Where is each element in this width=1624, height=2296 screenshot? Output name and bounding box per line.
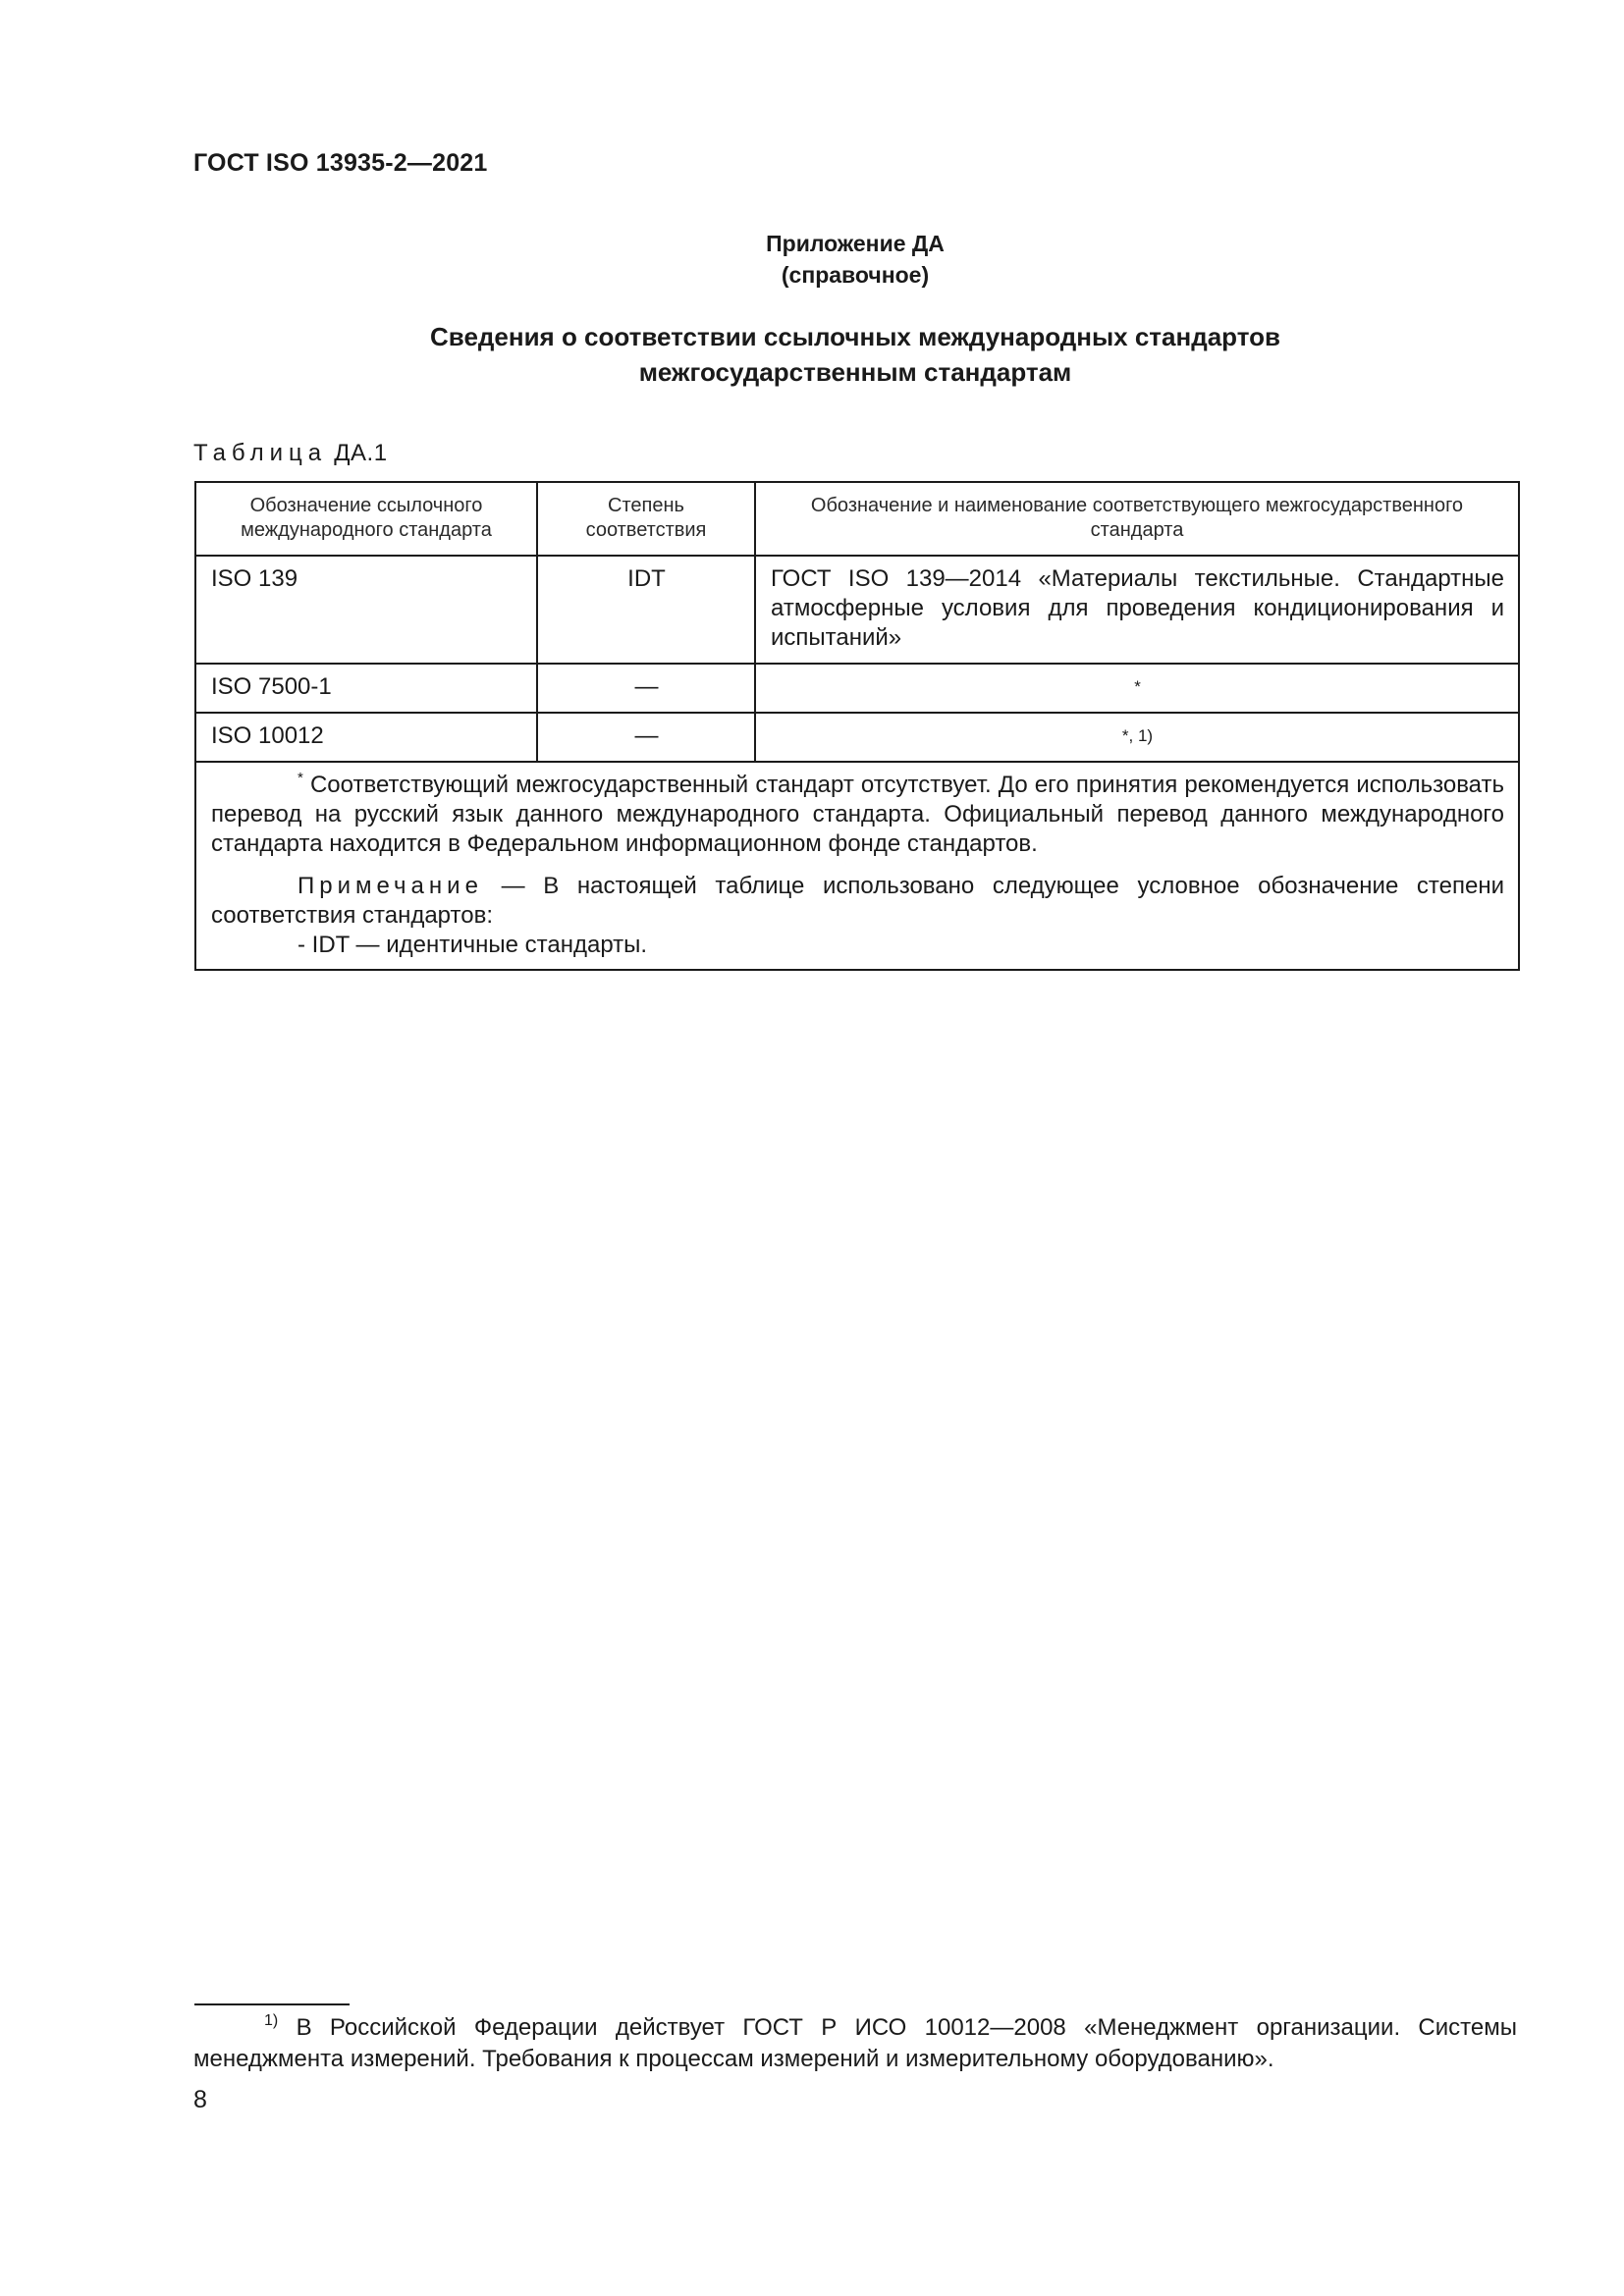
- table-row: [195, 664, 1519, 713]
- asterisk-note: [211, 771, 1504, 859]
- column-header-degree: Степень соответствия: [537, 482, 755, 556]
- table-row: [195, 713, 1519, 762]
- table-header-row: [195, 482, 1519, 556]
- table-row: [195, 556, 1519, 664]
- footnote-mark: 1): [264, 2012, 279, 2029]
- cell-reference: ISO 10012: [195, 713, 537, 762]
- cell-degree: —: [537, 713, 755, 762]
- asterisk-note-text: Соответствующий межгосударственный стандарт отсутствует. До его принятия рекомендуется использовать перевод на русский язык данного международного стандарта. Официальный перевод данного международного стандарта находится в Федеральном информационном фонде стандартов.: [211, 772, 1505, 857]
- table-note: [211, 872, 1504, 931]
- column-header-reference: Обозначение ссылочного международного стандарта: [195, 482, 537, 556]
- footnote-separator: [194, 2003, 350, 2005]
- annex-heading: [193, 228, 1517, 291]
- note-label: Примечание: [298, 873, 483, 899]
- asterisk-mark: *: [298, 770, 303, 786]
- annex-kind: (справочное): [781, 262, 930, 288]
- cell-interstate: *: [755, 664, 1519, 713]
- document-header: ГОСТ ISO 13935-2—2021: [193, 149, 488, 177]
- note-text: — В настоящей таблице использовано следующее условное обозначение степени соответствия стандартов:: [211, 873, 1504, 929]
- cell-interstate: ГОСТ ISO 139—2014 «Материалы текстильные. Стандартные атмосферные условия для проведения кондиционирования и испытаний»: [755, 556, 1519, 664]
- table-caption-number: ДА.1: [334, 440, 388, 466]
- note-list-item: - IDT — идентичные стандарты.: [298, 932, 648, 958]
- table-notes-row: [195, 762, 1519, 970]
- section-title-line-2: межгосударственным стандартам: [638, 357, 1072, 387]
- cell-reference: ISO 7500-1: [195, 664, 537, 713]
- section-title-line-1: Сведения о соответствии ссылочных международных стандартов: [430, 322, 1280, 351]
- footnote: [193, 2012, 1517, 2075]
- cell-interstate: *, 1): [755, 713, 1519, 762]
- correspondence-table: [194, 481, 1520, 971]
- table-caption: [193, 440, 388, 467]
- cell-reference: ISO 139: [195, 556, 537, 664]
- column-header-interstate: Обозначение и наименование соответствующего межгосударственного стандарта: [755, 482, 1519, 556]
- footnote-text: В Российской Федерации действует ГОСТ Р ИСО 10012—2008 «Менеджмент организации. Системы менеджмента измерений. Требования к процессам измерений и измерительному оборудованию».: [193, 2014, 1517, 2072]
- section-title: [193, 319, 1517, 390]
- cell-degree: —: [537, 664, 755, 713]
- table-caption-label: Таблица: [193, 440, 328, 466]
- page-number: 8: [193, 2086, 207, 2113]
- annex-title: Приложение ДА: [766, 231, 945, 256]
- cell-degree: IDT: [537, 556, 755, 664]
- table-notes: [195, 762, 1519, 970]
